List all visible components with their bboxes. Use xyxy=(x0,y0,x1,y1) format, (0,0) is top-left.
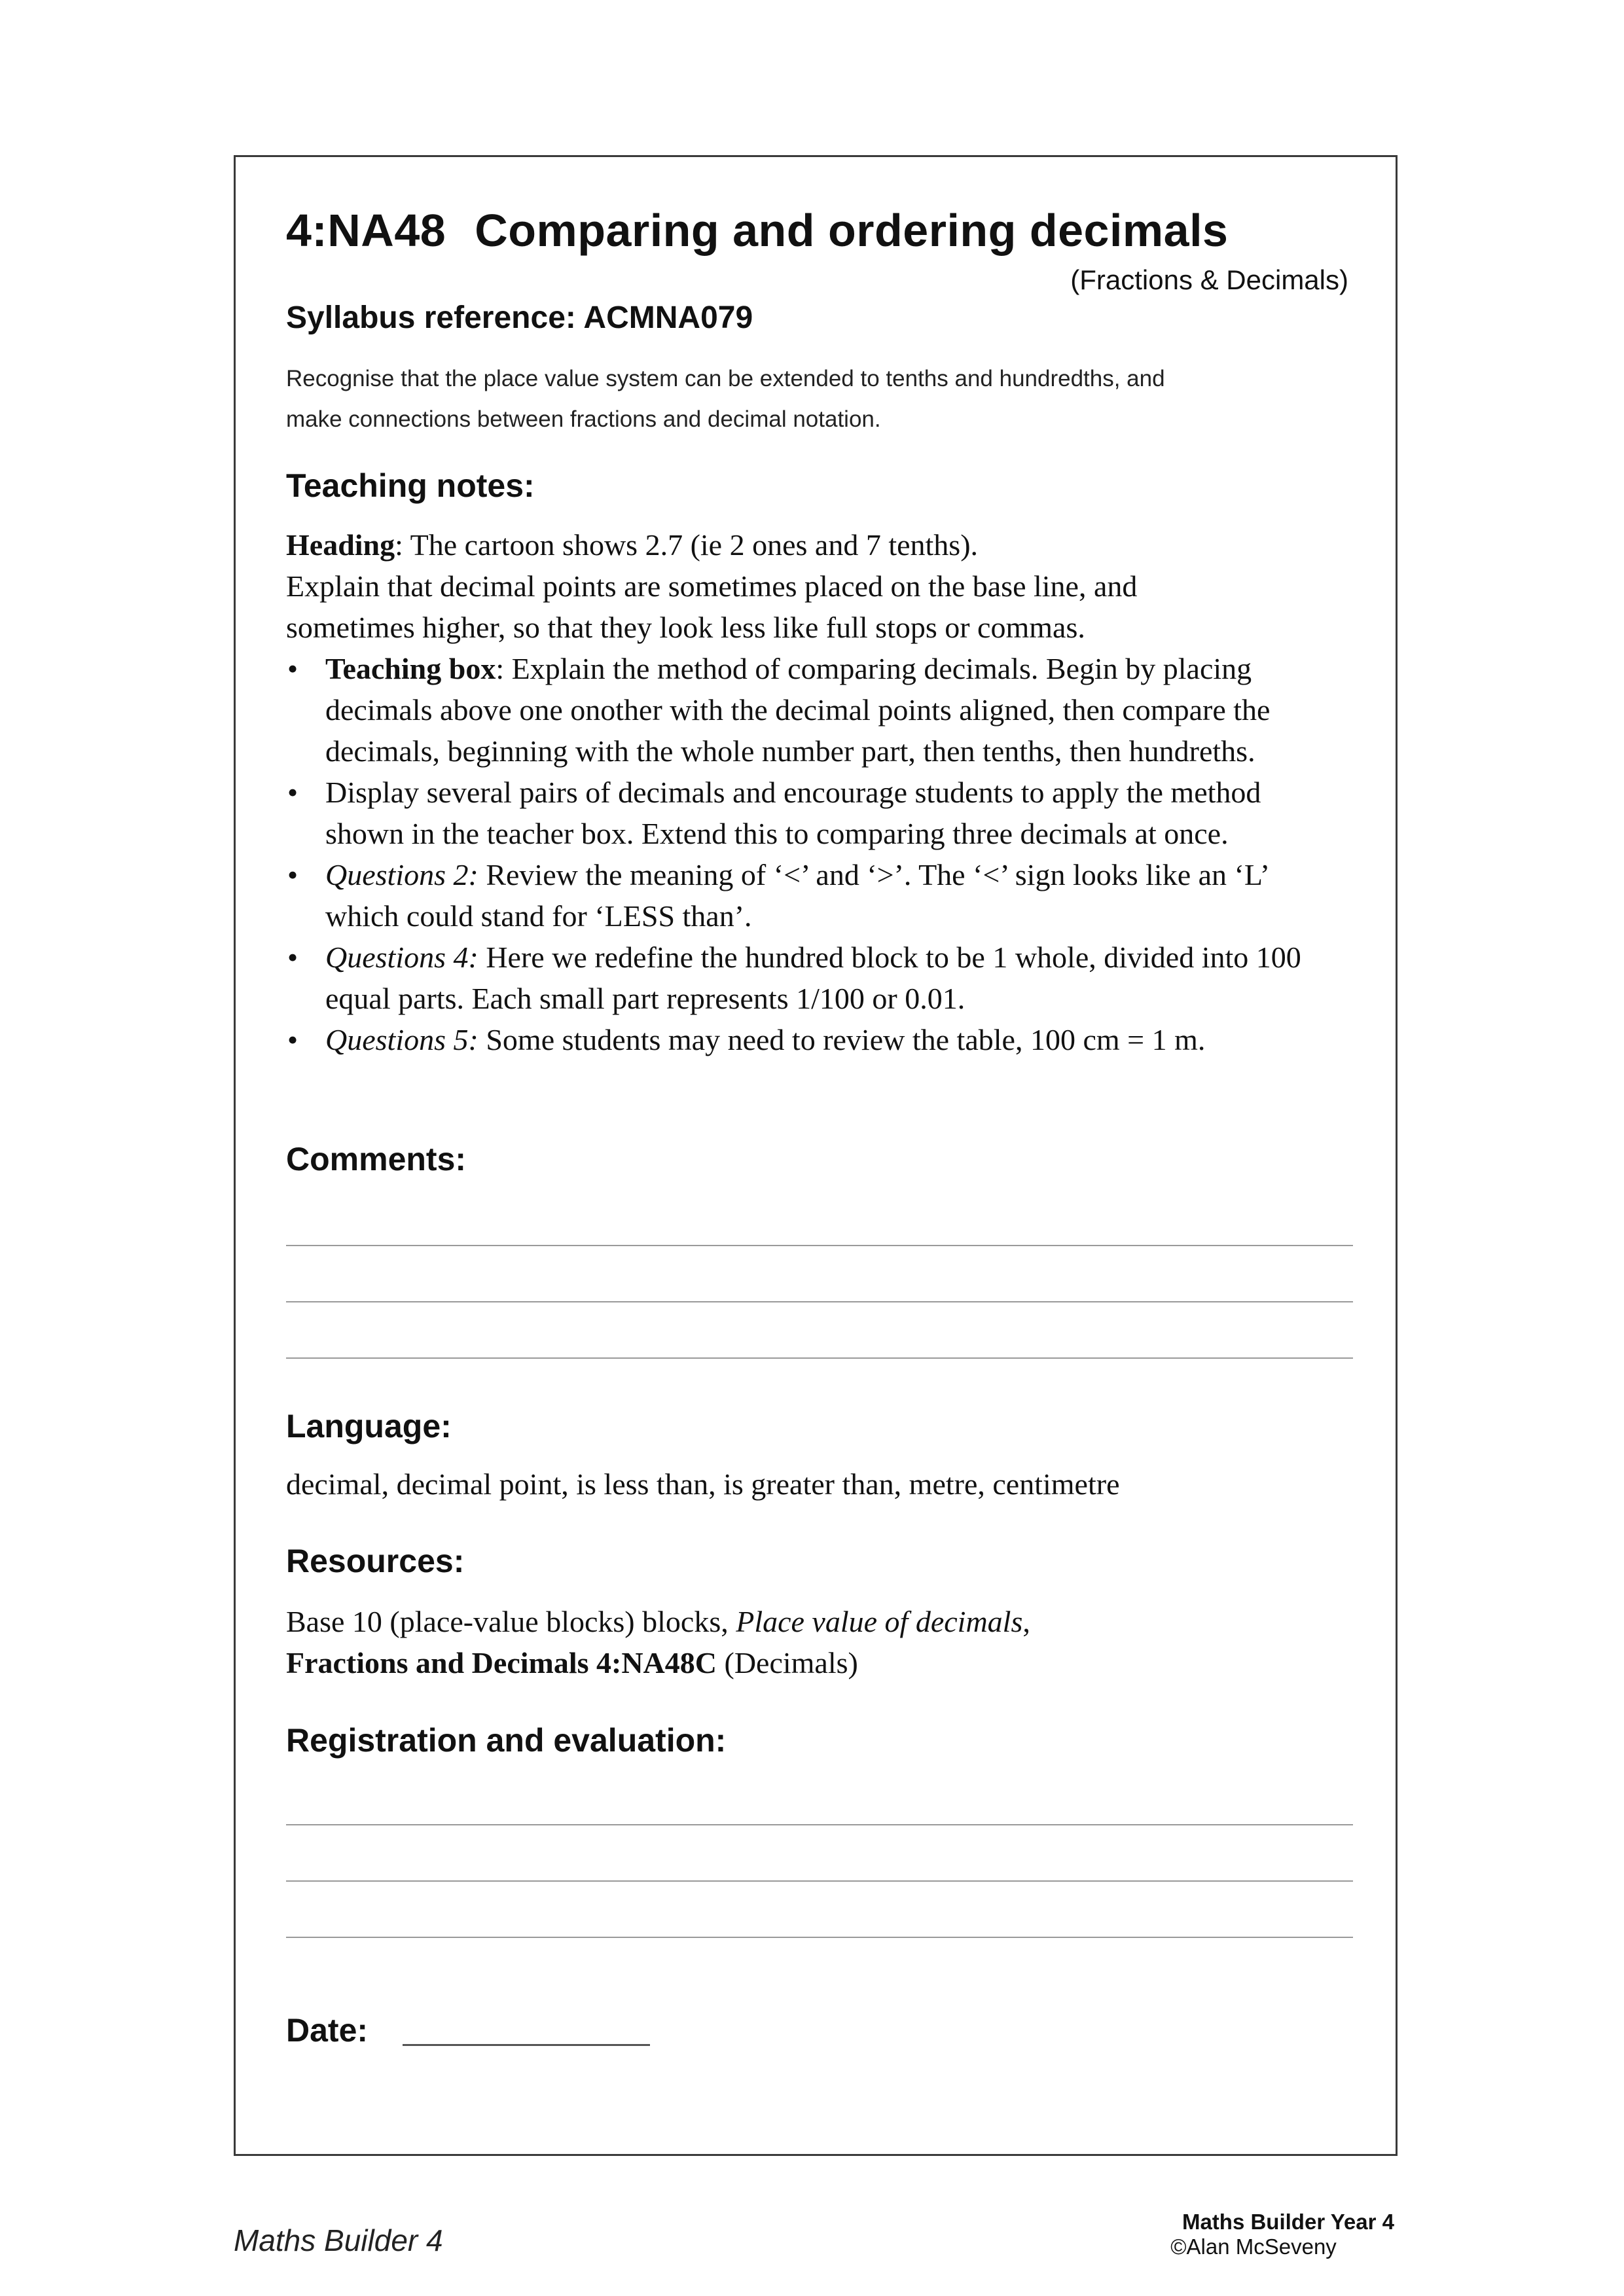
footer-copyright: ©Alan McSeveny xyxy=(1170,2234,1337,2259)
comments-line[interactable] xyxy=(286,1245,1353,1246)
resources-line1 xyxy=(286,1601,1373,1642)
explain-line1: Explain that decimal points are sometimes placed on the base line, and xyxy=(286,569,1138,603)
bullet-icon: • xyxy=(287,1023,298,1056)
resources-plain: Base 10 (place-value blocks) blocks, xyxy=(286,1605,736,1638)
comments-line[interactable] xyxy=(286,1301,1353,1302)
teaching-notes-list xyxy=(286,648,1346,1060)
registration-line[interactable] xyxy=(286,1937,1353,1938)
bullet-icon: • xyxy=(287,776,298,809)
date-label: Date: xyxy=(286,2012,369,2049)
list-item xyxy=(286,937,1346,1019)
teaching-notes-body xyxy=(286,524,1373,1060)
heading-note-text: : The cartoon shows 2.7 (ie 2 ones and 7 tenths). xyxy=(395,528,979,562)
lesson-code: 4:NA48 xyxy=(286,205,446,256)
topic-category: (Fractions & Decimals) xyxy=(1070,264,1348,295)
bullet-text: Review the meaning of ‘<’ and ‘>’. The ‘<’ sign looks like an ‘L’ which could stand for ‘LESS than’. xyxy=(325,858,1268,933)
bullet-icon: • xyxy=(287,652,298,685)
bullet-text: Here we redefine the hundred block to be 1 whole, divided into 100 equal parts. Each small part represents 1/100 or 0.01. xyxy=(325,941,1301,1015)
syllabus-description-line1: Recognise that the place value system can be extended to tenths and hundredths, and xyxy=(286,366,1165,391)
date-field[interactable] xyxy=(403,2044,650,2046)
bullet-label: Teaching box xyxy=(325,652,496,685)
language-heading: Language: xyxy=(286,1408,452,1444)
list-item xyxy=(286,648,1346,772)
bullet-text: : Explain the method of comparing decimals. Begin by placing decimals above one onother with the decimal points aligned, then compare the decimals, beginning with the whole number part, then tenths, then hundreths. xyxy=(325,652,1271,768)
list-item xyxy=(286,1019,1346,1060)
resources-text xyxy=(286,1601,1373,1683)
resources-heading: Resources: xyxy=(286,1543,465,1579)
explain-line2: sometimes higher, so that they look less like full stops or commas. xyxy=(286,611,1085,644)
bullet-text: Display several pairs of decimals and encourage students to apply the method shown in the teacher box. Extend this to comparing three decimals at once. xyxy=(325,776,1261,850)
footer-title: Maths Builder Year 4 xyxy=(1182,2210,1394,2234)
registration-line[interactable] xyxy=(286,1880,1353,1882)
resources-italic: Place value of decimals xyxy=(736,1605,1023,1638)
syllabus-reference: Syllabus reference: ACMNA079 xyxy=(286,300,753,335)
resources-bold: Fractions and Decimals 4:NA48C xyxy=(286,1646,717,1679)
heading-note-label: Heading xyxy=(286,528,395,562)
page-title xyxy=(286,204,1228,257)
bullet-label: Questions 2: xyxy=(325,858,478,891)
list-item xyxy=(286,854,1346,937)
bullet-icon: • xyxy=(287,858,298,891)
bullet-label: Questions 5: xyxy=(325,1023,478,1056)
syllabus-description xyxy=(286,359,1360,440)
footer-left: Maths Builder 4 xyxy=(234,2223,443,2257)
heading-note xyxy=(286,524,1373,565)
syllabus-description-line2: make connections between fractions and decimal notation. xyxy=(286,406,881,432)
teaching-notes-heading: Teaching notes: xyxy=(286,467,535,504)
list-item xyxy=(286,772,1346,854)
language-text: decimal, decimal point, is less than, is greater than, metre, centimetre xyxy=(286,1467,1120,1501)
footer-right xyxy=(1087,2210,1394,2259)
registration-heading: Registration and evaluation: xyxy=(286,1722,727,1759)
resources-plain: (Decimals) xyxy=(717,1646,858,1679)
registration-line[interactable] xyxy=(286,1824,1353,1825)
resources-line2 xyxy=(286,1642,1373,1683)
bullet-label: Questions 4: xyxy=(325,941,478,974)
resources-comma: , xyxy=(1022,1605,1030,1638)
comments-heading: Comments: xyxy=(286,1141,467,1177)
bullet-text: Some students may need to review the table, 100 cm = 1 m. xyxy=(478,1023,1206,1056)
comments-line[interactable] xyxy=(286,1357,1353,1359)
lesson-title: Comparing and ordering decimals xyxy=(475,205,1229,256)
bullet-icon: • xyxy=(287,941,298,974)
